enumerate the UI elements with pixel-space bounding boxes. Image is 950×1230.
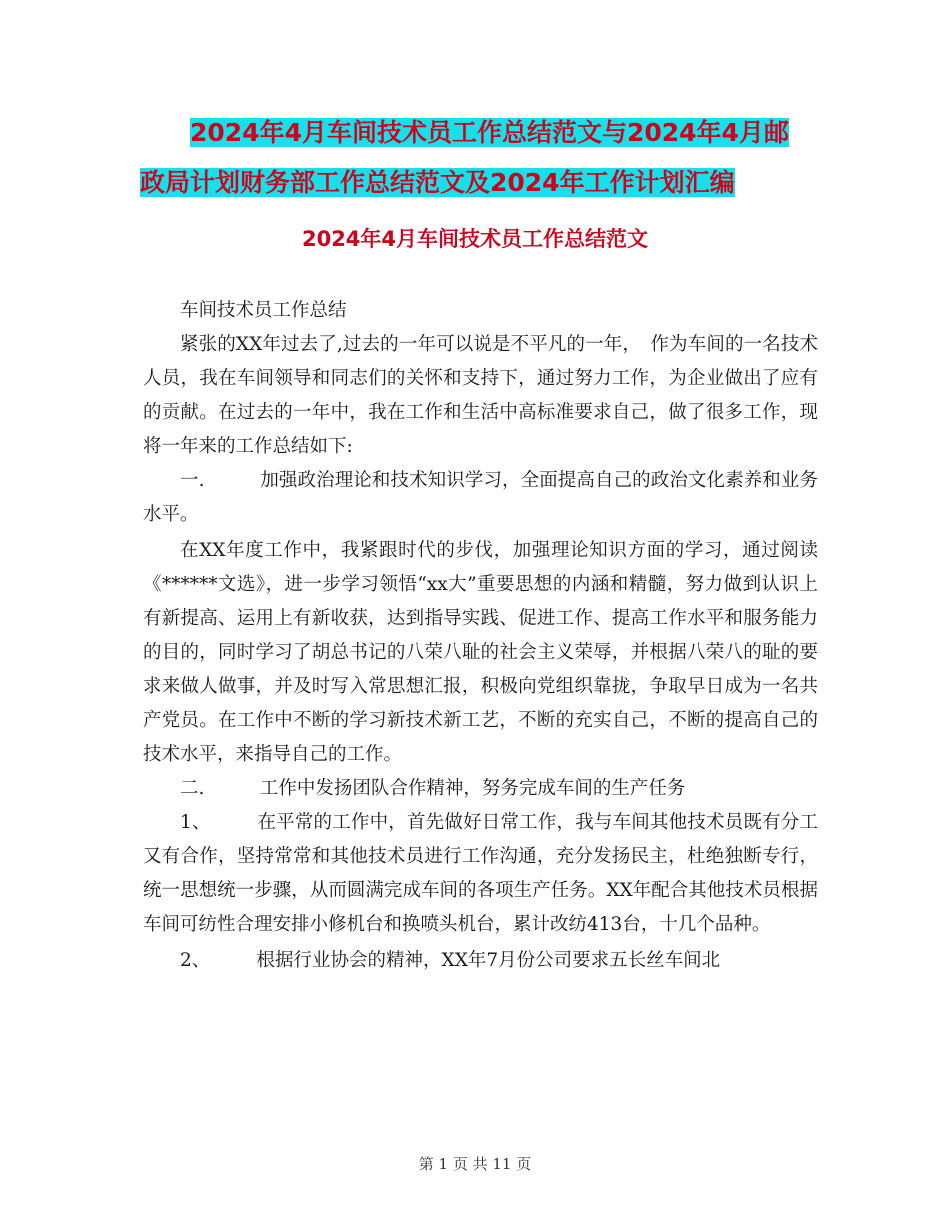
body-text [143,294,818,978]
paragraph: 在XX年度工作中，我紧跟时代的步伐，加强理论知识方面的学习，通过阅读《******文选》，进一步学习领悟“xx大”重要思想的内涵和精髓，努力做到认识上有新提高、运用上有新收获，达到指导实践、促进工作、提高工作水平和服务能力的目的，同时学习了胡总书记的八荣八耻的社会主义荣辱，并根据八荣八的耻的要求来做人做事，并及时写入常思想汇报，积极向党组织靠拢，争取早日成为一名共产党员。在工作中不断的学习新技术新工艺，不断的充实自己，不断的提高自己的技术水平，来指导自己的工作。 [143,540,818,765]
paragraph: 一. 加强政治理论和技术知识学习，全面提高自己的政治文化素养和业务水平。 [143,470,818,525]
main-title-line-2: 政局计划财务部工作总结范文及2024年工作计划汇编 [140,168,735,197]
paragraph: 1、 在平常的工作中，首先做好日常工作，我与车间其他技术员既有分工又有合作，坚持常常和其他技术员进行工作沟通，充分发扬民主，杜绝独断专行，统一思想统一步骤，从而圆满完成车间的各项生产任务。XX年配合其他技术员根据车间可纺性合理安排小修机台和换喷头机台，累计改纺413台，十几个品种。 [143,812,818,935]
main-title [140,108,840,208]
main-title-line-1: 2024年4月车间技术员工作总结范文与2024年4月邮 [190,118,789,147]
paragraph: 车间技术员工作总结 [180,300,347,321]
page-footer: 第 1 页 共 11 页 [418,1155,532,1173]
paragraph: 2、 根据行业协会的精神，XX年7月份公司要求五长丝车间北 [180,950,721,971]
paragraph: 二. 工作中发扬团队合作精神，努务完成车间的生产任务 [180,778,686,799]
section-title: 2024年4月车间技术员工作总结范文 [301,227,649,251]
paragraph: 紧张的XX年过去了,过去的一年可以说是不平凡的一年， 作为车间的一名技术人员，我在车间领导和同志们的关怀和支持下，通过努力工作，为企业做出了应有的贡献。在过去的一年中，我在工作和生活中高标准要求自己，做了很多工作，现将一年来的工作总结如下: [143,334,818,457]
